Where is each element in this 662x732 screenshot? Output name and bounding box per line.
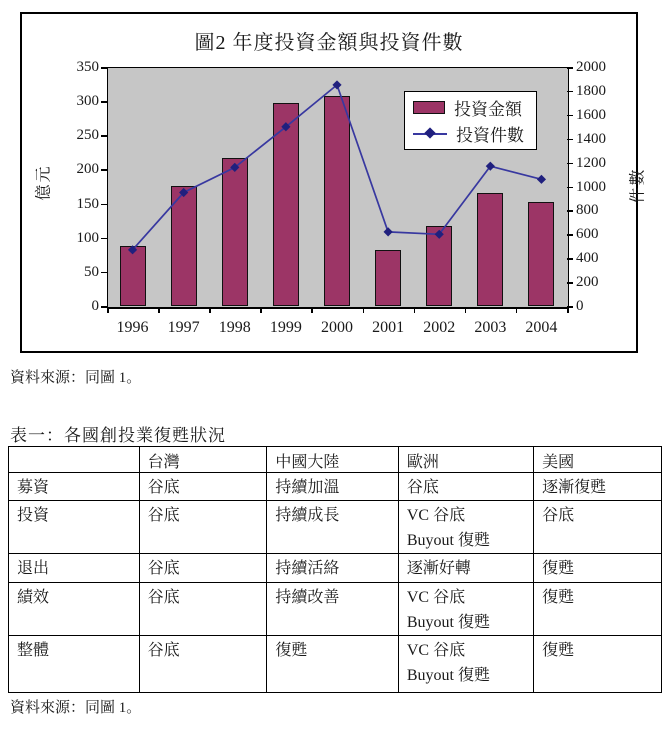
left-axis-tick-label: 150 bbox=[76, 195, 99, 212]
left-axis-tick-label: 0 bbox=[91, 298, 99, 314]
right-axis-tick-mark bbox=[567, 234, 573, 236]
left-axis-tick-mark bbox=[101, 238, 107, 240]
right-axis-tick-mark bbox=[567, 258, 573, 260]
x-axis-category-label: 1998 bbox=[218, 319, 251, 336]
table-row-label: 整體 bbox=[9, 636, 140, 693]
table-cell: VC 谷底 Buyout 復甦 bbox=[398, 583, 533, 636]
table-row bbox=[9, 473, 662, 501]
x-axis-tick-mark bbox=[260, 307, 262, 313]
table-col-header: 中國大陸 bbox=[267, 447, 398, 473]
x-axis-tick-mark bbox=[414, 307, 416, 313]
x-axis-category-label: 2001 bbox=[372, 319, 405, 336]
legend-label-count: 投資件數 bbox=[456, 126, 524, 145]
right-axis-tick-mark bbox=[567, 91, 573, 93]
x-axis-tick-mark bbox=[158, 307, 160, 313]
left-axis-tick-label: 350 bbox=[76, 59, 99, 75]
bar-1999 bbox=[273, 103, 299, 306]
table-cell: 逐漸復甦 bbox=[534, 473, 662, 501]
x-axis-tick-mark bbox=[516, 307, 518, 313]
bar-1996 bbox=[120, 246, 146, 306]
x-axis-category-label: 1997 bbox=[167, 319, 200, 336]
legend-entry-amount bbox=[405, 95, 536, 120]
bar-2000 bbox=[324, 96, 350, 306]
table-cell: 谷底 bbox=[534, 501, 662, 554]
right-axis-tick-label: 1400 bbox=[576, 130, 606, 147]
left-axis-tick-mark bbox=[101, 204, 107, 206]
table-cell: 持續成長 bbox=[267, 501, 398, 554]
chart-legend bbox=[404, 91, 537, 150]
table-col-header bbox=[9, 447, 140, 473]
table-cell: 持續活絡 bbox=[267, 554, 398, 583]
table-col-header: 台灣 bbox=[139, 447, 267, 473]
table-cell: 復甦 bbox=[534, 583, 662, 636]
x-axis-category-label: 1999 bbox=[269, 319, 302, 336]
table-cell: VC 谷底 Buyout 復甦 bbox=[398, 501, 533, 554]
bar-swatch-icon bbox=[413, 101, 445, 114]
right-axis-tick-mark bbox=[567, 210, 573, 212]
right-axis-tick-label: 400 bbox=[576, 250, 599, 267]
table-source-note: 資料來源：同圖 1。 bbox=[10, 700, 142, 716]
table-row-label: 退出 bbox=[9, 554, 140, 583]
diamond-marker-icon bbox=[424, 127, 435, 138]
left-axis-tick-mark bbox=[101, 101, 107, 103]
table-body bbox=[9, 473, 662, 693]
right-axis-tick-label: 1800 bbox=[576, 82, 606, 99]
x-axis-category-label: 2002 bbox=[423, 319, 456, 336]
left-axis-tick-label: 250 bbox=[76, 127, 99, 144]
x-axis-category-label: 2000 bbox=[320, 319, 353, 336]
right-axis-tick-label: 1200 bbox=[576, 154, 606, 171]
table-cell: 逐漸好轉 bbox=[398, 554, 533, 583]
right-axis-tick-label: 2000 bbox=[576, 59, 606, 75]
table-row bbox=[9, 501, 662, 554]
table-header bbox=[9, 447, 662, 473]
table-row bbox=[9, 554, 662, 583]
left-axis-tick-mark bbox=[101, 169, 107, 171]
left-axis-tick-mark bbox=[101, 67, 107, 69]
table-cell: VC 谷底 Buyout 復甦 bbox=[398, 636, 533, 693]
left-axis-tick-label: 300 bbox=[76, 93, 99, 110]
left-axis-tick-mark bbox=[101, 135, 107, 137]
table-row bbox=[9, 636, 662, 693]
x-axis-category-label: 1996 bbox=[116, 319, 149, 336]
table-cell: 復甦 bbox=[534, 636, 662, 693]
x-axis-tick-mark bbox=[311, 307, 313, 313]
x-axis-tick-mark bbox=[465, 307, 467, 313]
legend-label-amount: 投資金額 bbox=[454, 100, 522, 119]
table-row-label: 投資 bbox=[9, 501, 140, 554]
right-axis-tick-label: 1000 bbox=[576, 178, 606, 195]
table-cell: 谷底 bbox=[139, 473, 267, 501]
table-cell: 谷底 bbox=[398, 473, 533, 501]
bar-2002 bbox=[426, 226, 452, 306]
left-axis-title: 億元 bbox=[35, 164, 53, 201]
x-axis-category-label: 2003 bbox=[474, 319, 507, 336]
status-table bbox=[8, 446, 662, 693]
chart-source-note: 資料來源：同圖 1。 bbox=[10, 370, 142, 386]
x-axis-tick-mark bbox=[363, 307, 365, 313]
line-swatch-icon bbox=[413, 133, 447, 135]
table-row-label: 績效 bbox=[9, 583, 140, 636]
right-axis-tick-mark bbox=[567, 282, 573, 284]
right-axis-tick-mark bbox=[567, 163, 573, 165]
table-header-row bbox=[9, 447, 662, 473]
table-cell: 持續加溫 bbox=[267, 473, 398, 501]
table-cell: 谷底 bbox=[139, 501, 267, 554]
left-axis-tick-label: 100 bbox=[76, 229, 99, 246]
right-axis-tick-mark bbox=[567, 139, 573, 141]
right-axis-tick-label: 200 bbox=[576, 274, 599, 291]
chart-title: 圖2 年度投資金額與投資件數 bbox=[194, 32, 464, 54]
legend-entry-count bbox=[405, 121, 536, 146]
right-axis-tick-mark bbox=[567, 187, 573, 189]
right-axis-title: 件數 bbox=[629, 167, 647, 204]
bar-1998 bbox=[222, 158, 248, 306]
right-axis-tick-label: 0 bbox=[576, 298, 584, 314]
bar-2003 bbox=[477, 193, 503, 306]
right-axis-tick-mark bbox=[567, 115, 573, 117]
table-cell: 谷底 bbox=[139, 554, 267, 583]
table-cell: 谷底 bbox=[139, 636, 267, 693]
x-axis-tick-mark bbox=[567, 307, 569, 313]
left-axis-tick-label: 50 bbox=[84, 263, 99, 280]
table-col-header: 歐洲 bbox=[398, 447, 533, 473]
table-col-header: 美國 bbox=[534, 447, 662, 473]
bar-2001 bbox=[375, 250, 401, 306]
table-cell: 持續改善 bbox=[267, 583, 398, 636]
table-cell: 谷底 bbox=[139, 583, 267, 636]
bar-2004 bbox=[528, 202, 554, 306]
x-axis-tick-mark bbox=[107, 307, 109, 313]
right-axis-tick-label: 1600 bbox=[576, 106, 606, 123]
table-title: 表一：各國創投業復甦狀況 bbox=[10, 426, 226, 445]
left-axis-tick-mark bbox=[101, 272, 107, 274]
table-row bbox=[9, 583, 662, 636]
right-axis-tick-mark bbox=[567, 67, 573, 69]
table-cell: 復甦 bbox=[267, 636, 398, 693]
table-cell: 復甦 bbox=[534, 554, 662, 583]
right-axis-tick-label: 600 bbox=[576, 226, 599, 243]
table-row-label: 募資 bbox=[9, 473, 140, 501]
bar-1997 bbox=[171, 186, 197, 306]
x-axis-category-label: 2004 bbox=[525, 319, 558, 336]
chart-figure bbox=[20, 12, 647, 353]
right-axis-tick-label: 800 bbox=[576, 202, 599, 219]
x-axis-tick-mark bbox=[209, 307, 211, 313]
left-axis-tick-label: 200 bbox=[76, 161, 99, 178]
